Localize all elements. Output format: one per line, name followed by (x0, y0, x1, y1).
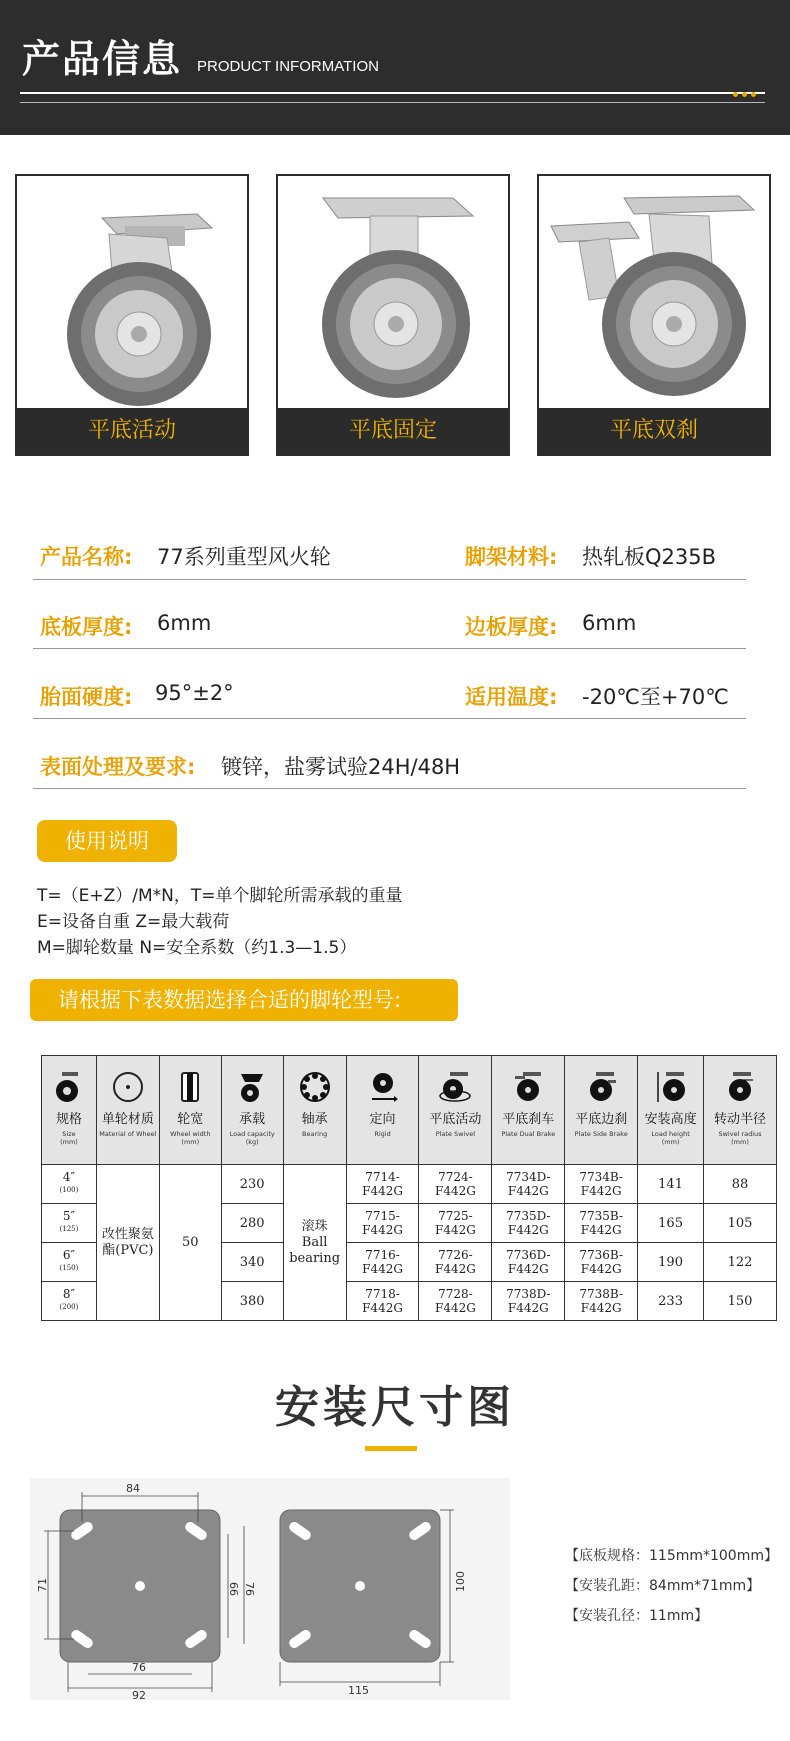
radius-cell: 150 (704, 1282, 777, 1321)
title-underline (365, 1446, 417, 1451)
page-title: 产品信息 (22, 37, 183, 81)
spec-side-value: 6mm (582, 611, 637, 635)
col-rigid: 定向 Rigid (346, 1056, 419, 1165)
dual-brake-caster-image (539, 176, 769, 408)
spec-temp-value: -20℃至+70℃ (582, 685, 729, 709)
model-dual-cell: 7735D-F442G (492, 1204, 565, 1243)
col-side-brake: 平底边刹 Plate Side Brake (565, 1056, 638, 1165)
col-height: 安装高度 Load height (mm) (638, 1056, 704, 1165)
swivel-radius-icon (723, 1070, 757, 1104)
dim-66: 66 (227, 1582, 240, 1596)
plate-spec-note: 【底板规格：115mm*100mm】 (565, 1548, 778, 1564)
hole-diameter-note: 【安装孔径：11mm】 (565, 1608, 709, 1624)
model-dual-cell: 7736D-F442G (492, 1243, 565, 1282)
wheel-width-icon (173, 1070, 207, 1104)
spec-surface-value: 镀锌，盐雾试验24H/48H (221, 755, 461, 779)
bearing-icon (298, 1070, 332, 1104)
usage-definition-1: E=设备自重 Z=最大载荷 (37, 912, 230, 932)
dim-115: 115 (348, 1684, 369, 1697)
model-rigid-cell: 7715-F442G (346, 1204, 419, 1243)
model-swivel-cell: 7724-F442G (419, 1165, 492, 1204)
product-caption: 平底双刹 (539, 408, 769, 454)
col-width: 轮宽 Wheel width (mm) (159, 1056, 221, 1165)
model-swivel-cell: 7726-F442G (419, 1243, 492, 1282)
product-card-dual-brake[interactable] (537, 174, 771, 456)
wheel-material-icon (111, 1070, 145, 1104)
usage-formula: T=（E+Z）/M*N，T=单个脚轮所需承载的重量 (37, 886, 403, 906)
size-cell: 5″ (125) (42, 1204, 97, 1243)
spec-hardness-label: 胎面硬度: (40, 685, 133, 709)
model-swivel-cell: 7728-F442G (419, 1282, 492, 1321)
radius-cell: 105 (704, 1204, 777, 1243)
product-caption: 平底活动 (17, 408, 247, 454)
decor-dots (733, 82, 760, 101)
model-dual-cell: 7734D-F442G (492, 1165, 565, 1204)
model-side-cell: 7735B-F442G (565, 1204, 638, 1243)
model-side-cell: 7734B-F442G (565, 1165, 638, 1204)
dim-84: 84 (126, 1482, 140, 1495)
page-subtitle: PRODUCT INFORMATION (197, 58, 379, 75)
spec-table (41, 1055, 777, 1321)
radius-cell: 122 (704, 1243, 777, 1282)
hole-spacing-note: 【安装孔距：84mm*71mm】 (565, 1578, 761, 1594)
size-cell: 6″ (150) (42, 1243, 97, 1282)
width-cell: 50 (159, 1165, 221, 1321)
dim-100: 100 (454, 1571, 467, 1592)
model-rigid-cell: 7714-F442G (346, 1165, 419, 1204)
spec-hardness-value: 95°±2° (155, 681, 234, 705)
dim-92: 92 (132, 1689, 146, 1700)
product-caption: 平底固定 (278, 408, 508, 454)
model-side-cell: 7738B-F442G (565, 1282, 638, 1321)
usage-definition-2: M=脚轮数量 N=安全系数（约1.3—1.5） (37, 938, 357, 958)
height-cell: 165 (638, 1204, 704, 1243)
height-cell: 233 (638, 1282, 704, 1321)
model-dual-cell: 7738D-F442G (492, 1282, 565, 1321)
side-brake-caster-icon (584, 1070, 618, 1104)
material-cell: 改性聚氨酯(PVC) (96, 1165, 159, 1321)
install-section-title: 安装尺寸图 (275, 1382, 515, 1433)
product-card-rigid[interactable] (276, 174, 510, 456)
spec-temp-label: 适用温度: (465, 685, 558, 709)
size-cell: 8″ (200) (42, 1282, 97, 1321)
col-bearing: 轴承 Bearing (283, 1056, 346, 1165)
load-height-icon (654, 1070, 688, 1104)
spec-divider (33, 718, 746, 719)
load-cell: 380 (221, 1282, 283, 1321)
spec-divider (33, 788, 746, 789)
load-cell: 280 (221, 1204, 283, 1243)
bearing-cell: 滚珠 Ball bearing (283, 1165, 346, 1321)
model-rigid-cell: 7716-F442G (346, 1243, 419, 1282)
spec-side-label: 边板厚度: (465, 615, 558, 639)
dim-76-vertical: 76 (243, 1582, 256, 1596)
model-side-cell: 7736B-F442G (565, 1243, 638, 1282)
col-load: 承载 Load capacity (kg) (221, 1056, 283, 1165)
table-row (42, 1165, 777, 1204)
spec-frame-label: 脚架材料: (465, 545, 558, 569)
load-capacity-icon (235, 1070, 269, 1104)
spec-base-value: 6mm (157, 611, 212, 635)
dim-76-horizontal: 76 (132, 1661, 146, 1674)
header-divider-thin (20, 102, 765, 103)
table-header-row (42, 1056, 777, 1165)
wheel-size-icon (52, 1070, 86, 1104)
spec-divider (33, 579, 746, 580)
spec-surface-label: 表面处理及要求: (40, 755, 196, 779)
model-swivel-cell: 7725-F442G (419, 1204, 492, 1243)
product-card-swivel[interactable] (15, 174, 249, 456)
select-note-badge: 请根据下表数据选择合适的脚轮型号: (30, 979, 458, 1021)
col-size: 规格 Size (mm) (42, 1056, 97, 1165)
dual-brake-caster-icon (511, 1070, 545, 1104)
spec-name-label: 产品名称: (40, 545, 133, 569)
radius-cell: 88 (704, 1165, 777, 1204)
col-dual-brake: 平底刹车 Plate Dual Brake (492, 1056, 565, 1165)
size-cell: 4″ (100) (42, 1165, 97, 1204)
height-cell: 190 (638, 1243, 704, 1282)
header-divider (20, 92, 765, 94)
dim-71: 71 (36, 1578, 49, 1592)
col-material: 单轮材质 Material of Wheel (96, 1056, 159, 1165)
spec-frame-value: 热轧板Q235B (582, 545, 717, 569)
swivel-caster-image (17, 176, 247, 408)
model-rigid-cell: 7718-F442G (346, 1282, 419, 1321)
load-cell: 340 (221, 1243, 283, 1282)
load-cell: 230 (221, 1165, 283, 1204)
height-cell: 141 (638, 1165, 704, 1204)
col-radius: 转动半径 Swivel radius (mm) (704, 1056, 777, 1165)
col-swivel: 平底活动 Plate Swivel (419, 1056, 492, 1165)
install-diagram (30, 1478, 510, 1700)
spec-divider (33, 648, 746, 649)
spec-base-label: 底板厚度: (40, 615, 133, 639)
rigid-caster-icon (366, 1070, 400, 1104)
usage-title-badge: 使用说明 (37, 820, 177, 862)
spec-name-value: 77系列重型风火轮 (157, 545, 331, 569)
rigid-caster-image (278, 176, 508, 408)
swivel-caster-icon (438, 1070, 472, 1104)
